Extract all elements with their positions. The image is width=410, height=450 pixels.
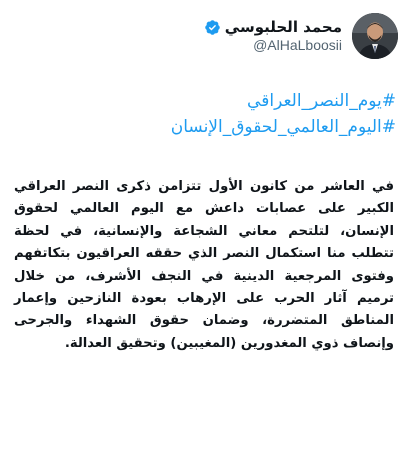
hashtag-link[interactable]: #اليوم_العالمي_لحقوق_الإنسان <box>170 117 396 137</box>
hashtag-list <box>14 88 396 140</box>
name-row <box>204 18 342 37</box>
tweet-header <box>204 12 398 60</box>
tweet-body-text: في العاشر من كانون الأول تتزامن ذكرى النصر العراقي الكبير على عصابات داعش مع اليوم العالمي لحقوق الإنسان، لتلتحم معاني الشجاعة والإنسانية، في لحظة تتطلب منا استكمال النصر الذي حققه العراقيون بتكاتفهم وفتوى المرجعية الدينية في النجف الأشرف، من خلال ترميم آثار الحرب على الإرهاب بعودة النازحين وإعمار المناطق المتضررة، وضمان حقوق الشهداء والجرحى وإنصاف ذوي المغدورين (المغيبين) وتحقيق العدالة. <box>14 179 394 351</box>
verified-badge-icon <box>204 19 221 36</box>
author-names <box>204 18 342 54</box>
avatar[interactable] <box>352 13 398 59</box>
hashtag-link[interactable]: #يوم_النصر_العراقي <box>247 91 396 111</box>
author-handle[interactable]: @AlHaLboosii <box>253 36 342 53</box>
author-display-name[interactable]: محمد الحلبوسي <box>224 17 342 36</box>
avatar-image <box>352 13 398 59</box>
